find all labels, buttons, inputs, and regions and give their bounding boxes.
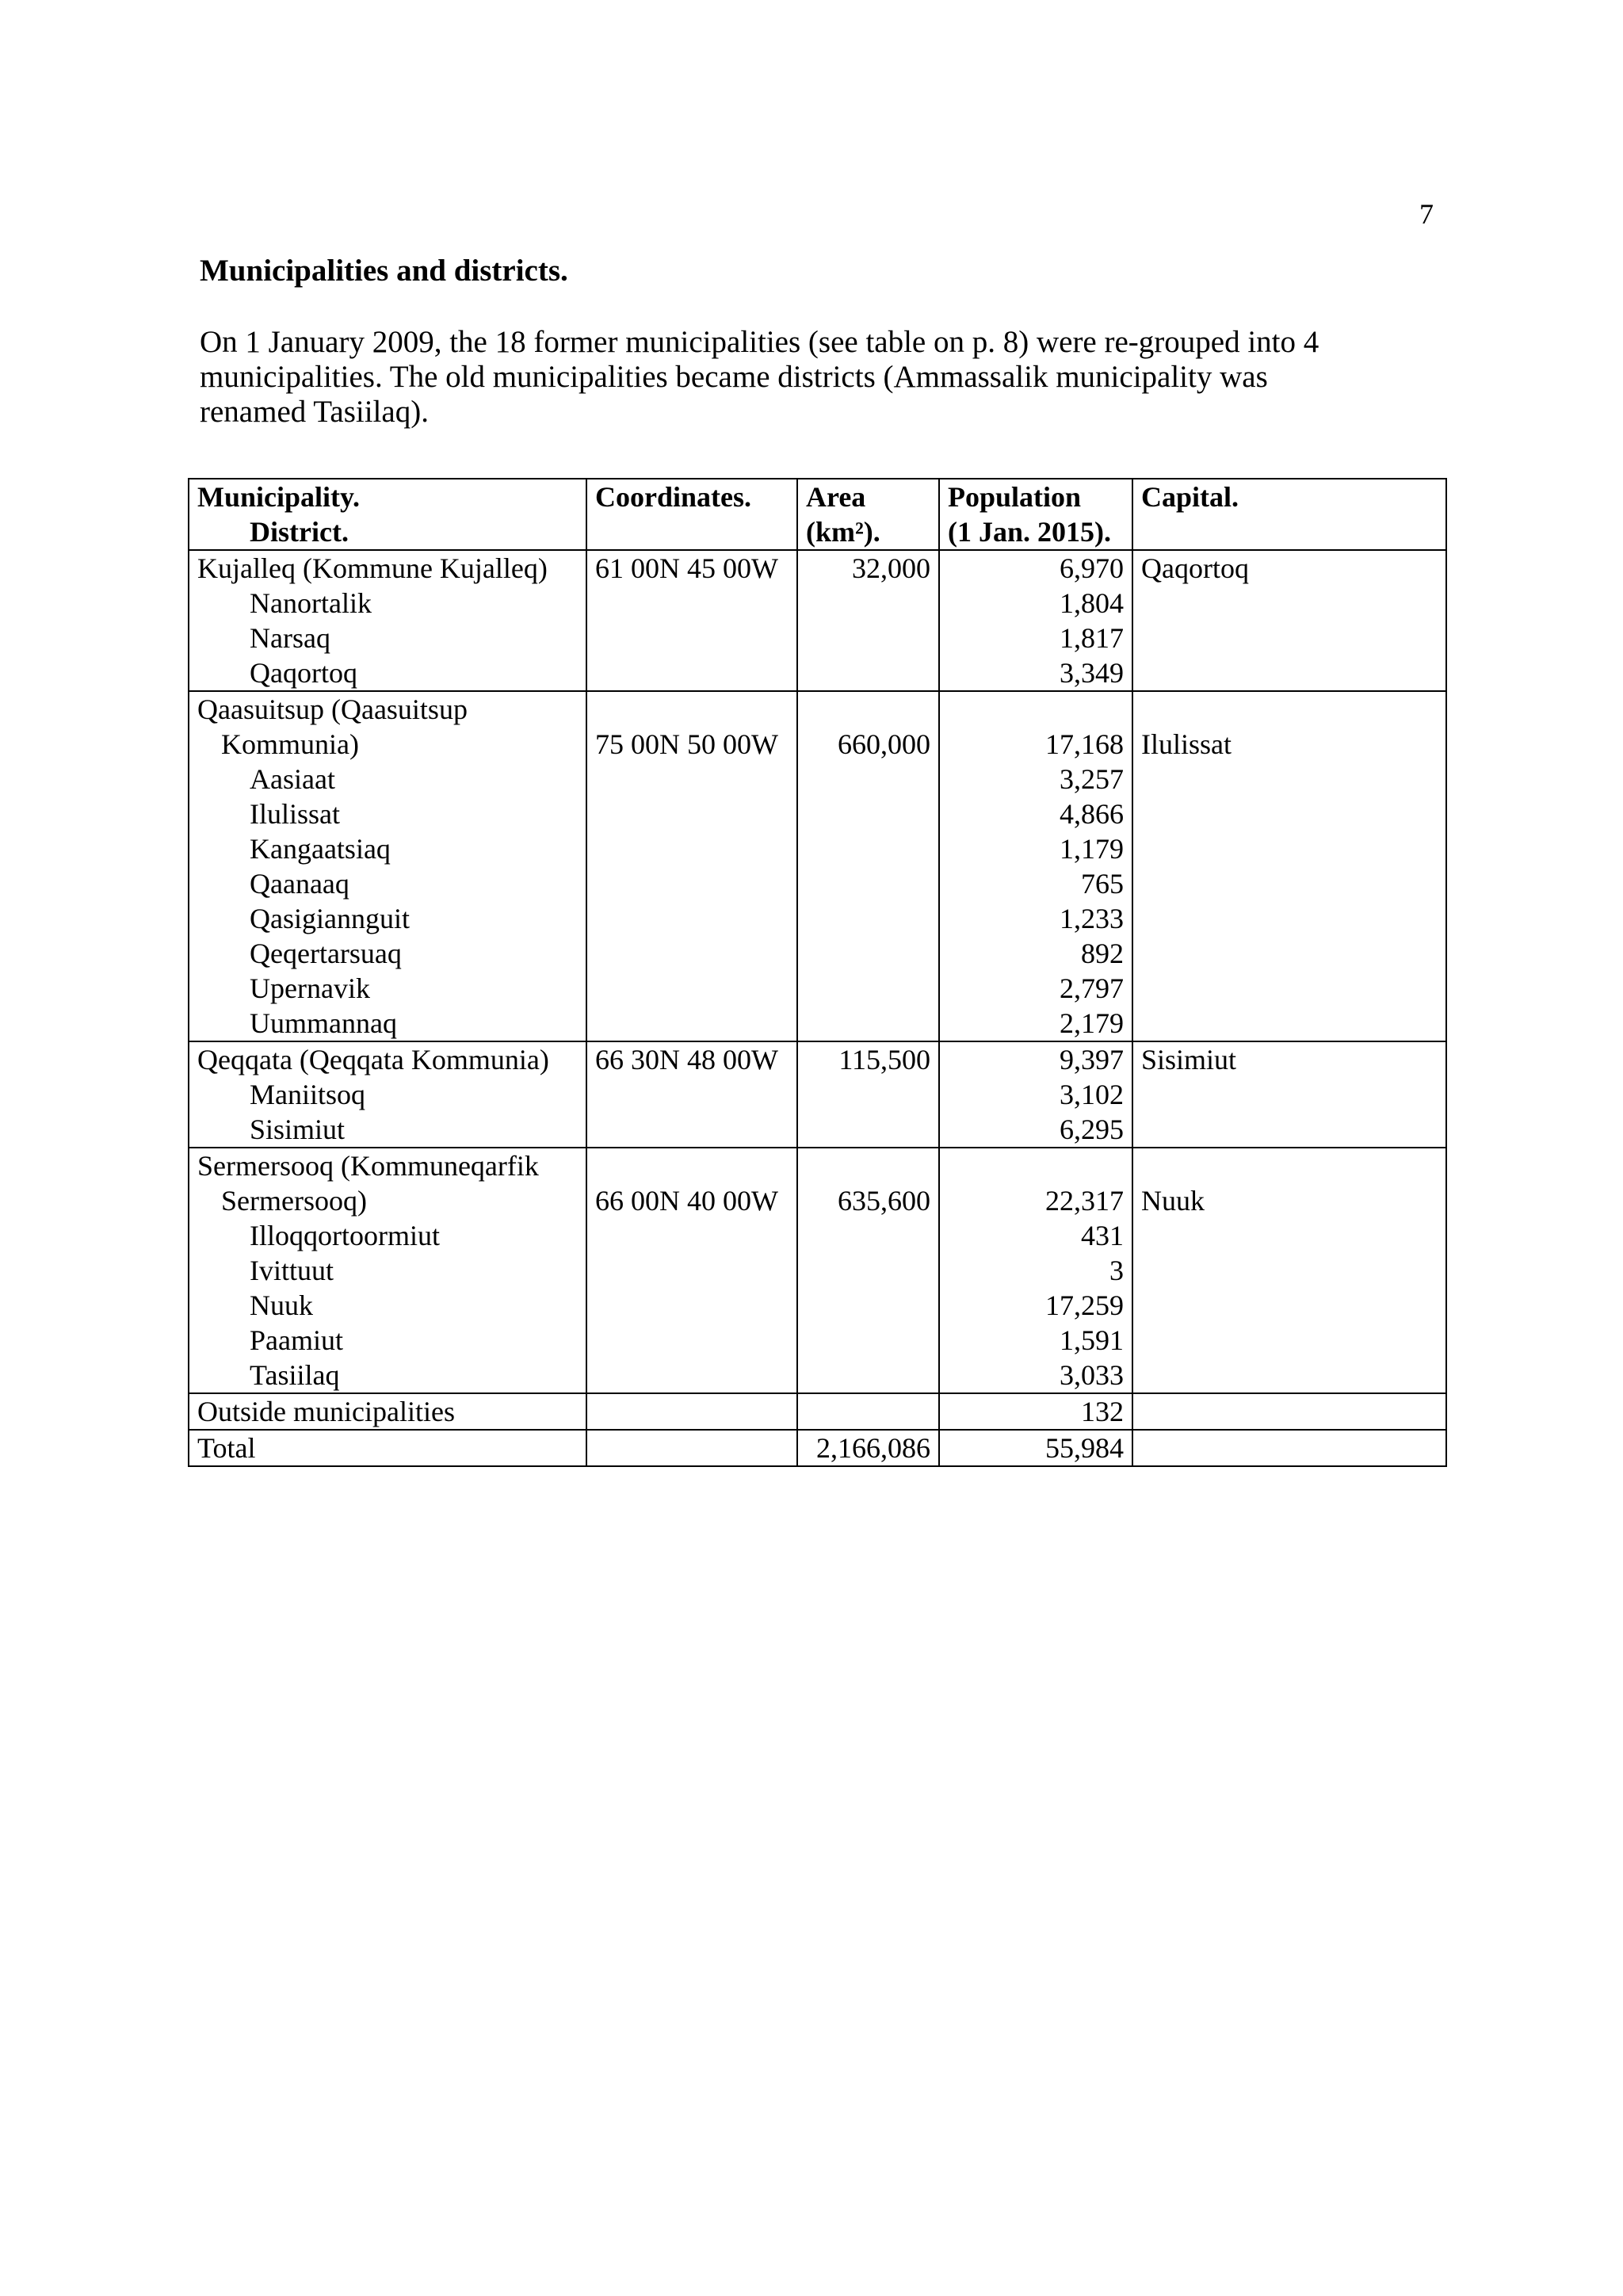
- district-name: Tasiilaq: [189, 1358, 586, 1393]
- population-cell: 3,033: [939, 1358, 1132, 1393]
- district-name: Qaqortoq: [189, 655, 586, 691]
- population-cell: 17,259: [939, 1288, 1132, 1323]
- table-header-row: [189, 479, 1446, 550]
- table-row-district: [189, 936, 1446, 971]
- area-cell: 32,000: [797, 550, 939, 586]
- district-name: Ilulissat: [189, 797, 586, 831]
- total-label: Total: [189, 1430, 586, 1466]
- district-name: Paamiut: [189, 1323, 586, 1358]
- district-name: Kangaatsiaq: [189, 831, 586, 866]
- table-row-district: [189, 1077, 1446, 1112]
- table-row-municipality: [189, 550, 1446, 586]
- table-row-district: [189, 1112, 1446, 1148]
- municipality-name: Qeqqata (Qeqqata Kommunia): [189, 1041, 586, 1077]
- district-name: Qeqertarsuaq: [189, 936, 586, 971]
- table-row-municipality: [189, 691, 1446, 727]
- district-name: Qaanaaq: [189, 866, 586, 901]
- capital-cell: Sisimiut: [1132, 1041, 1446, 1077]
- population-cell: 1,817: [939, 621, 1132, 655]
- table-row-district: [189, 831, 1446, 866]
- capital-cell: Qaqortoq: [1132, 550, 1446, 586]
- table-row-district: [189, 655, 1446, 691]
- header-coordinates: Coordinates.: [586, 479, 797, 550]
- district-name: Uummannaq: [189, 1006, 586, 1041]
- table-row-district: [189, 1323, 1446, 1358]
- district-name: Nuuk: [189, 1288, 586, 1323]
- table-row-district: [189, 1358, 1446, 1393]
- outside-label: Outside municipalities: [189, 1393, 586, 1430]
- municipalities-table: [188, 478, 1447, 1467]
- table-row-district: [189, 1253, 1446, 1288]
- intro-line: municipalities. The old municipalities became districts (Ammassalik municipality was: [200, 360, 1268, 394]
- coordinates-cell: 61 00N 45 00W: [586, 550, 797, 586]
- population-cell: 6,970: [939, 550, 1132, 586]
- section-heading: Municipalities and districts.: [200, 254, 568, 288]
- population-cell: 431: [939, 1218, 1132, 1253]
- coordinates-cell: 66 00N 40 00W: [586, 1183, 797, 1218]
- population-cell: 17,168: [939, 727, 1132, 762]
- header-capital: Capital.: [1132, 479, 1446, 550]
- district-name: Upernavik: [189, 971, 586, 1006]
- table-row-district: [189, 901, 1446, 936]
- population-cell: 2,797: [939, 971, 1132, 1006]
- population-cell: 6,295: [939, 1112, 1132, 1148]
- table-row-district: [189, 797, 1446, 831]
- area-cell: 660,000: [797, 727, 939, 762]
- municipality-name: Kujalleq (Kommune Kujalleq): [189, 550, 586, 586]
- header-municipality: Municipality. District.: [189, 479, 586, 550]
- district-name: Illoqqortoormiut: [189, 1218, 586, 1253]
- table-row-municipality: [189, 727, 1446, 762]
- coordinates-cell: 66 30N 48 00W: [586, 1041, 797, 1077]
- table-row-district: [189, 1288, 1446, 1323]
- population-cell: 3,102: [939, 1077, 1132, 1112]
- population-cell: 4,866: [939, 797, 1132, 831]
- table-row-total: [189, 1430, 1446, 1466]
- table-row-outside: [189, 1393, 1446, 1430]
- table-row-district: [189, 866, 1446, 901]
- district-name: Aasiaat: [189, 762, 586, 797]
- population-cell: 132: [939, 1393, 1132, 1430]
- table-row-municipality: [189, 1148, 1446, 1183]
- district-name: Maniitsoq: [189, 1077, 586, 1112]
- population-cell: 1,591: [939, 1323, 1132, 1358]
- population-cell: 2,179: [939, 1006, 1132, 1041]
- district-name: Qasigiannguit: [189, 901, 586, 936]
- municipality-name: Sermersooq (Kommuneqarfik: [189, 1148, 586, 1183]
- table-row-district: [189, 1006, 1446, 1041]
- area-cell: 635,600: [797, 1183, 939, 1218]
- area-cell: 115,500: [797, 1041, 939, 1077]
- header-area: Area (km²).: [797, 479, 939, 550]
- population-cell: 3,257: [939, 762, 1132, 797]
- population-cell: 3,349: [939, 655, 1132, 691]
- capital-cell: Ilulissat: [1132, 727, 1446, 762]
- municipality-name-cont: Sermersooq): [189, 1183, 586, 1218]
- district-name: Narsaq: [189, 621, 586, 655]
- population-cell: 9,397: [939, 1041, 1132, 1077]
- table-row-district: [189, 586, 1446, 621]
- table-row-municipality: [189, 1183, 1446, 1218]
- population-cell: 892: [939, 936, 1132, 971]
- coordinates-cell: 75 00N 50 00W: [586, 727, 797, 762]
- municipality-name: Qaasuitsup (Qaasuitsup: [189, 691, 586, 727]
- table-row-district: [189, 762, 1446, 797]
- population-cell: 765: [939, 866, 1132, 901]
- intro-paragraph: [200, 325, 1436, 430]
- capital-cell: Nuuk: [1132, 1183, 1446, 1218]
- table-row-municipality: [189, 1041, 1446, 1077]
- population-cell: 1,804: [939, 586, 1132, 621]
- district-name: Sisimiut: [189, 1112, 586, 1148]
- table-row-district: [189, 971, 1446, 1006]
- population-cell: 1,233: [939, 901, 1132, 936]
- area-cell: 2,166,086: [797, 1430, 939, 1466]
- table-row-district: [189, 621, 1446, 655]
- population-cell: 1,179: [939, 831, 1132, 866]
- page-number: 7: [1419, 198, 1434, 230]
- municipality-name-cont: Kommunia): [189, 727, 586, 762]
- district-name: Nanortalik: [189, 586, 586, 621]
- district-name: Ivittuut: [189, 1253, 586, 1288]
- population-cell: 3: [939, 1253, 1132, 1288]
- intro-line: renamed Tasiilaq).: [200, 395, 429, 429]
- intro-line: On 1 January 2009, the 18 former municipalities (see table on p. 8) were re-grouped into 4: [200, 325, 1319, 359]
- population-cell: 55,984: [939, 1430, 1132, 1466]
- population-cell: 22,317: [939, 1183, 1132, 1218]
- header-population: Population (1 Jan. 2015).: [939, 479, 1132, 550]
- table-row-district: [189, 1218, 1446, 1253]
